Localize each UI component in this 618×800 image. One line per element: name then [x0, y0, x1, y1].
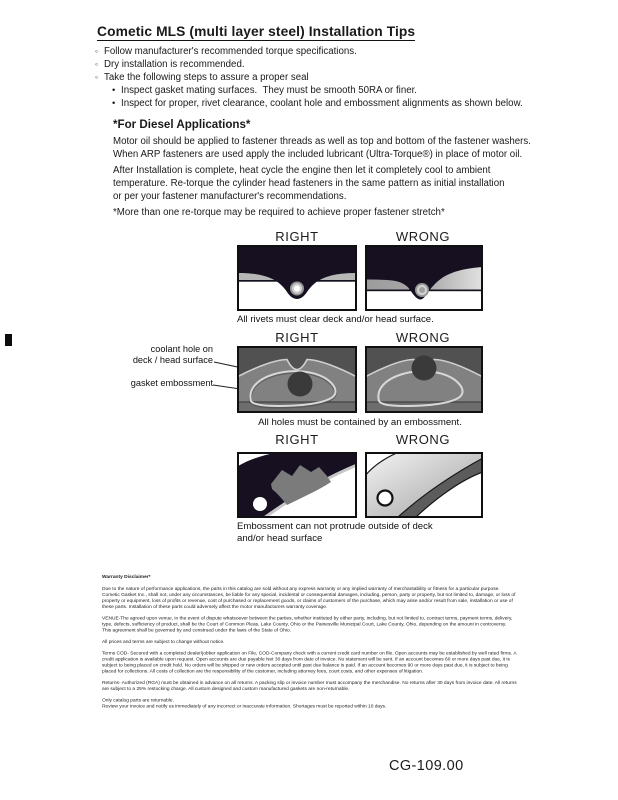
bullet-text: Dry installation is recommended. — [104, 59, 245, 70]
bolt-hole-glyph — [378, 491, 393, 506]
rivet-glyph — [290, 282, 304, 296]
paragraph-line: temperature. Re-torque the cylinder head fasteners in the same pattern as initial installation — [113, 178, 505, 189]
disclaimer-paragraph: VENUE-The agreed upon venue, in the event of dispute whatsoever between the parties, whether instituted by either party, including, but not limited to, contract terms, payment terms, delivery, type, defects, sufficiency of product, shall be the Court of Common Pleas, Lake County, Ohio or the Painesville Municipal Court, Lake County, Ohio, depending on the amount in controversy. This agreement shall be governed by and construed under the laws of the State of Ohio. — [102, 615, 513, 633]
diesel-heading: *For Diesel Applications* — [113, 118, 251, 131]
bullet-item — [95, 45, 523, 58]
coolant-hole-glyph — [412, 356, 437, 381]
diagram-hole-right-panel — [237, 346, 357, 413]
circle-bullet-icon: ◦ — [95, 72, 99, 82]
diesel-paragraph — [113, 135, 531, 161]
diagram-caption — [237, 521, 433, 544]
tips-bullet-list — [95, 45, 523, 110]
sub-bullet-text: Inspect for proper, rivet clearance, coolant hole and embossment alignments as shown below. — [121, 98, 523, 109]
diagram-hole-wrong-panel — [365, 346, 483, 413]
right-label: RIGHT — [275, 229, 319, 244]
rivet-glyph — [415, 283, 429, 297]
bullet-text: Take the following steps to assure a proper seal — [104, 72, 309, 83]
right-label: RIGHT — [275, 432, 319, 447]
disclaimer-paragraphs — [102, 586, 517, 710]
diagram-embossment-right-panel — [237, 452, 357, 518]
coolant-hole-label — [109, 344, 213, 366]
disclaimer-paragraph: Returns- Authorized (RGA) must be obtained in advance on all returns. A packing slip or invoice number must accompany the merchandise. No returns after 30 days from invoice date. All returns are subject to a 25% restocking charge. All custom designed and custom manufactured gaskets are non-returnable. — [102, 680, 517, 692]
diagram-rivet-wrong-panel — [365, 245, 483, 311]
bolt-hole-glyph — [253, 497, 267, 511]
diagram-caption: All rivets must clear deck and/or head surface. — [237, 314, 434, 325]
caption-line: Embossment can not protrude outside of deck — [237, 521, 433, 532]
right-label: RIGHT — [275, 330, 319, 345]
circle-bullet-icon: ◦ — [95, 59, 99, 69]
label-line: coolant hole on — [150, 344, 213, 354]
paragraph-line: After Installation is complete, heat cycle the engine then let it completely cool to ambient — [113, 165, 491, 176]
circle-bullet-icon: ◦ — [95, 46, 99, 56]
page-title: Cometic MLS (multi layer steel) Installation Tips — [97, 24, 416, 39]
disclaimer-paragraph: Only catalog parts are returnable. Review your invoice and notify us immediately of any incorrect or inaccurate information. Shortages must be reported within 10 days. — [102, 697, 387, 709]
paragraph-line: Motor oil should be applied to fastener threads as well as top and bottom of the fastener washers. — [113, 136, 531, 147]
disclaimer-paragraph: Due to the nature of performance applications, the parts in this catalog are sold without any express warranty or any implied warranty of merchantability or fitness for a particular purpose. Cometic Gasket Inc., shall not, under any circumstances, be liable for any special, incidental or consequential damages, including, person, party or property, but not limited to, damage, or loss of property or equipment, loss of profits or revenue, cost of purchased or replacement goods, or claims of customers of the purchase, which may arise and/or result from sale, installation or use of these parts. Installation of these parts could adversely affect the motor manufacturers warranty coverage. — [102, 586, 516, 610]
paragraph-line: or per your fastener manufacturer's recommendations. — [113, 191, 347, 202]
disclaimer-heading: Warranty Disclaimer* — [102, 574, 151, 580]
dot-bullet-icon: • — [112, 85, 116, 96]
diesel-paragraph — [113, 164, 504, 203]
bullet-text: Follow manufacturer's recommended torque specifications. — [104, 46, 357, 57]
embossment-label: gasket embossment — [130, 378, 213, 388]
paragraph-line: *More than one re-torque may be required to achieve proper fastener stretch* — [113, 207, 445, 218]
paragraph-line: When ARP fasteners are used apply the included lubricant (Ultra-Torque®) in place of motor oil. — [113, 149, 523, 160]
label-line: deck / head surface — [132, 355, 213, 365]
disclaimer-paragraph: All prices and terms are subject to change without notice. — [102, 639, 225, 645]
wrong-label: WRONG — [395, 432, 451, 447]
disclaimer-paragraph: Terms COD- Secured with a completed dealer/jobber application on File, COD-Company check with a current credit card number on file. Open accounts may be established by well rated firms. A credit application is available upon request. Open accounts are due payable Net 30 days from date of invoice. No statement will be sent. If an account becomes 60 or more days past due, it is subject to being placed on credit hold. No orders will be shipped or new orders accepted until past due balance is paid. If an account becomes 90 or more days past due, it is subject to being placed for collections. All costs of collection are the responsibility of the customer, including attorney fees, court costs, and other expenses of litigation. — [102, 650, 517, 674]
sub-bullet-item — [95, 97, 523, 110]
warranty-disclaimer-block — [102, 574, 517, 715]
sub-bullet-item — [95, 84, 523, 97]
coolant-hole-glyph — [288, 372, 313, 397]
wrong-label: WRONG — [395, 330, 451, 345]
diagram-caption: All holes must be contained by an embossment. — [258, 417, 462, 428]
diagram-embossment-wrong-panel — [365, 452, 483, 518]
bullet-item — [95, 58, 523, 71]
bullet-item — [95, 71, 523, 84]
caption-line: and/or head surface — [237, 532, 323, 544]
diesel-paragraph — [113, 206, 445, 219]
diagram-rivet-right-panel — [237, 245, 357, 311]
document-code: CG-109.00 — [389, 758, 464, 774]
wrong-label: WRONG — [395, 229, 451, 244]
dot-bullet-icon: • — [112, 98, 116, 109]
scan-artifact-mark — [5, 334, 12, 346]
sub-bullet-text: Inspect gasket mating surfaces. They must be smooth 50RA or finer. — [121, 85, 417, 96]
